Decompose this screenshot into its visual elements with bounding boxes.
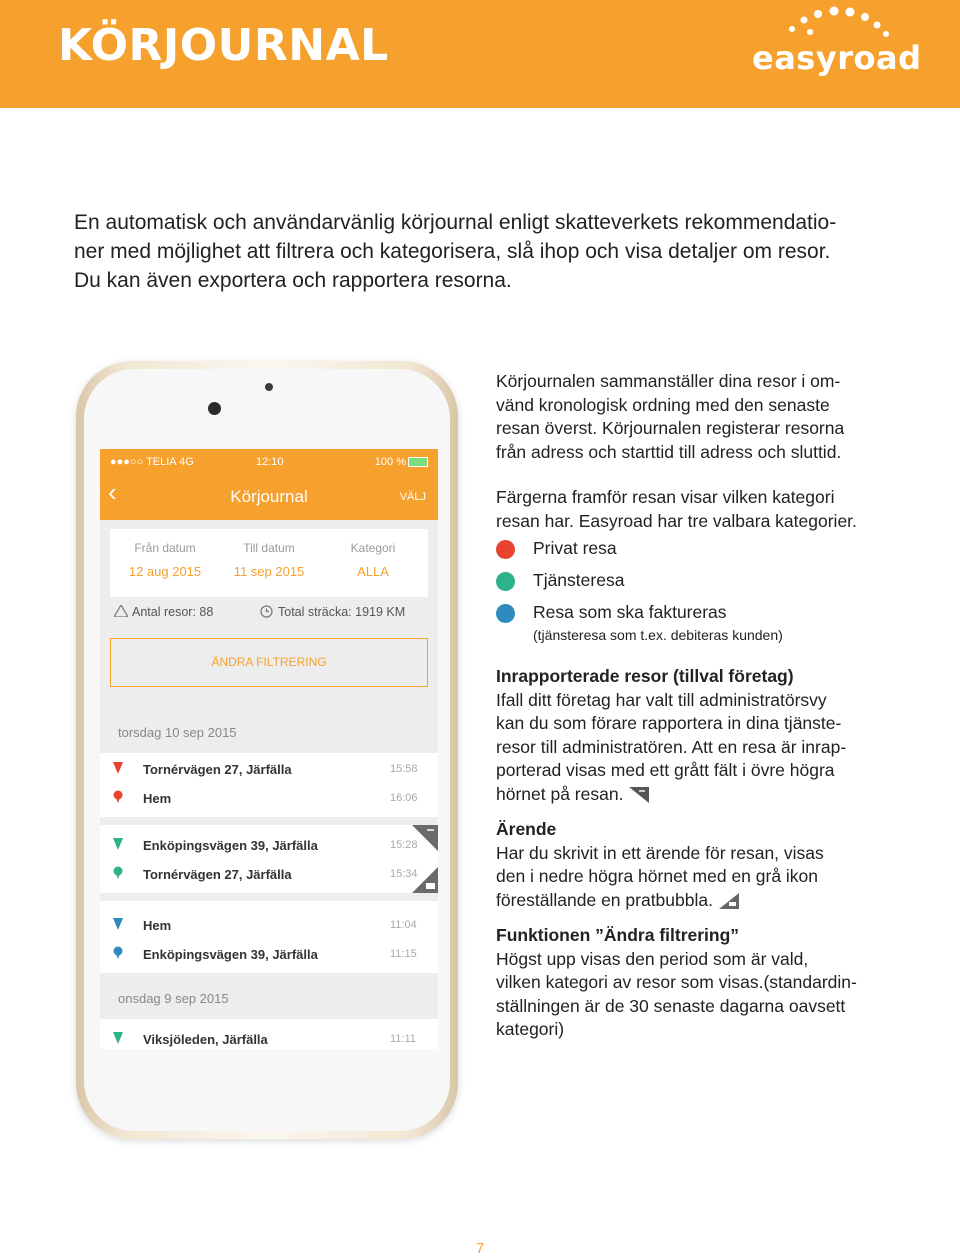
text-line: Färgerna framför resan visar vilken kategori	[496, 487, 835, 507]
trip-time: 16:06	[390, 792, 418, 804]
clock-icon	[260, 605, 273, 618]
text-line: den i nedre högra hörnet med en grå ikon	[496, 866, 819, 886]
category-label: Tjänsteresa	[533, 570, 625, 591]
change-filter-button[interactable]: ÄNDRA FILTRERING	[110, 638, 428, 687]
select-button[interactable]: VÄLJ	[399, 491, 426, 503]
pin-icon	[112, 790, 124, 804]
filter-label: Från datum	[134, 541, 196, 555]
filter-value: 11 sep 2015	[233, 564, 305, 579]
trip-place: Viksjöleden, Järfälla	[143, 1032, 268, 1047]
filter-label: Till datum	[243, 541, 295, 555]
trip-card[interactable]	[100, 901, 438, 973]
carrier-label: ●●●○○ TELIA 4G	[110, 456, 194, 468]
phone-camera	[208, 402, 221, 415]
phone-screen	[100, 449, 438, 1049]
trip-place: Tornérvägen 27, Järfälla	[143, 867, 292, 882]
app-topbar	[100, 449, 438, 520]
pin-icon	[112, 761, 124, 775]
text-line: kategori)	[496, 1019, 565, 1039]
intro-line: Du kan även exportera och rapportera resorna.	[74, 269, 512, 292]
section-title: Ärende	[496, 819, 557, 839]
easyroad-logo	[752, 4, 922, 84]
trip-place: Enköpingsvägen 39, Järfälla	[143, 838, 318, 853]
category-label: Resa som ska faktureras	[533, 602, 727, 623]
text-line: resan överst. Körjournalen registerar resorna	[496, 418, 845, 438]
trip-start	[100, 833, 438, 861]
text-line: kan du som förare rapportera in dina tjänste-	[496, 713, 842, 733]
text-line: Körjournalen sammanställer dina resor i om-	[496, 371, 841, 391]
section-filter	[496, 924, 906, 1042]
red-dot-icon	[496, 540, 515, 559]
trip-end	[100, 862, 438, 890]
filter-value: 12 aug 2015	[128, 564, 202, 579]
text-line: Högst upp visas den period som är vald,	[496, 948, 809, 969]
text-line-with-icon	[496, 889, 906, 913]
section-reported	[496, 665, 906, 806]
text-line: föreställande en pratbubbla.	[496, 889, 713, 910]
category-business	[496, 565, 906, 597]
text-line: hörnet på resan.	[496, 783, 624, 804]
total-distance	[260, 605, 405, 619]
category-invoiced	[496, 597, 906, 629]
text-line: vänd kronologisk ordning med den senaste	[496, 394, 830, 415]
text-line: Ifall ditt företag har valt till administratörsvy	[496, 689, 827, 710]
text-line: porterad visas med ett grått fält i övre högra	[496, 760, 835, 780]
blue-dot-icon	[496, 604, 515, 623]
trip-start	[100, 1027, 438, 1049]
trip-end	[100, 786, 438, 814]
trip-card[interactable]	[100, 825, 438, 893]
pin-icon	[112, 946, 124, 960]
pin-icon	[112, 837, 124, 851]
to-date	[219, 541, 319, 579]
errand-bubble-icon	[719, 893, 739, 909]
trip-place: Tornérvägen 27, Järfälla	[143, 762, 292, 777]
total-distance-text: Total sträcka: 1919 KM	[278, 605, 406, 619]
trip-time: 11:15	[390, 948, 417, 960]
battery-label: 100 %	[374, 456, 406, 468]
from-date	[115, 541, 215, 579]
intro-text	[74, 208, 894, 295]
section-errand	[496, 818, 906, 912]
green-dot-icon	[496, 572, 515, 591]
intro-line: En automatisk och användarvänlig körjournal enligt skatteverkets rekommendatio-	[74, 211, 837, 234]
trip-time: 15:34	[390, 868, 418, 880]
text-line: resan har. Easyroad har tre valbara kategorier.	[496, 510, 857, 531]
clock-label: 12:10	[256, 456, 284, 468]
screen-title: Körjournal	[230, 487, 308, 506]
trip-place: Enköpingsvägen 39, Järfälla	[143, 947, 318, 962]
trip-time: 11:04	[390, 919, 417, 931]
logo-wordmark: easyroad	[752, 39, 922, 77]
text-line: Har du skrivit in ett ärende för resan, visas	[496, 842, 824, 863]
category-label: Privat resa	[533, 538, 617, 559]
page-number: 7	[475, 1240, 485, 1257]
text-line: resor till administratören. Att en resa är inrap-	[496, 736, 847, 757]
trip-time: 11:11	[390, 1033, 416, 1045]
trip-card[interactable]	[100, 753, 438, 817]
page-title: KÖRJOURNAL	[58, 20, 389, 71]
category-note: (tjänsteresa som t.ex. debiteras kunden)	[533, 627, 783, 643]
errand-corner-icon	[412, 867, 438, 893]
trip-start	[100, 913, 438, 941]
section-title: Funktionen ”Ändra filtrering”	[496, 925, 740, 945]
date-header: torsdag 10 sep 2015	[100, 713, 438, 753]
page-header	[0, 0, 960, 108]
overview-paragraph	[496, 370, 906, 464]
filter-summary	[110, 529, 428, 597]
phone-sensor	[265, 383, 273, 391]
colors-paragraph	[496, 486, 906, 533]
trip-start	[100, 757, 438, 785]
date-header: onsdag 9 sep 2015	[100, 979, 438, 1019]
trip-time: 15:28	[390, 839, 418, 851]
trip-time: 15:58	[390, 763, 418, 775]
category-private	[496, 533, 906, 565]
trip-end	[100, 942, 438, 970]
text-line: vilken kategori av resor som visas.(standardin-	[496, 972, 857, 992]
intro-line: ner med möjlighet att filtrera och kategorisera, slå ihop och visa detaljer om resor.	[74, 240, 831, 263]
category-filter	[323, 541, 423, 579]
trip-count-text: Antal resor: 88	[132, 605, 214, 619]
pin-icon	[112, 1031, 124, 1045]
text-line: från adress och starttid till adress och sluttid.	[496, 441, 842, 462]
pin-icon	[112, 917, 124, 931]
trip-place: Hem	[143, 918, 172, 933]
trip-card[interactable]	[100, 1019, 438, 1049]
text-line: ställningen är de 30 senaste dagarna oavsett	[496, 995, 846, 1016]
filter-value: ALLA	[357, 564, 389, 579]
back-chevron-icon[interactable]: ‹	[108, 477, 117, 507]
filter-label: Kategori	[350, 541, 396, 555]
road-icon	[114, 605, 128, 617]
section-title: Inrapporterade resor (tillval företag)	[496, 666, 794, 686]
pin-icon	[112, 866, 124, 880]
text-line-with-icon	[496, 783, 906, 807]
description-column	[496, 370, 906, 1042]
battery-icon	[408, 457, 428, 467]
trip-count	[114, 605, 213, 619]
reported-flag-icon	[629, 787, 649, 803]
trip-place: Hem	[143, 791, 172, 806]
